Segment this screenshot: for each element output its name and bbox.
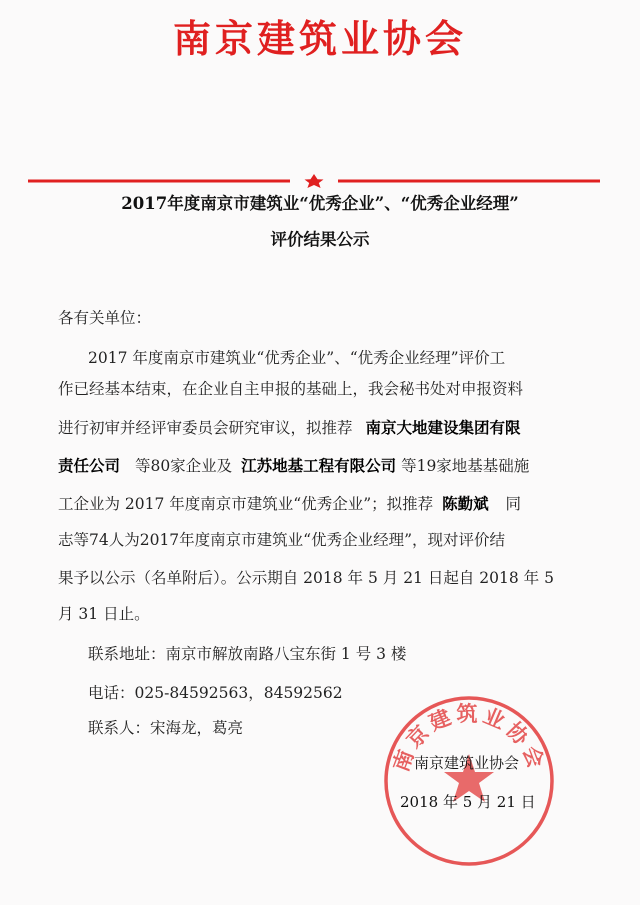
body-line-4-post: 等19家地基基础施 — [401, 457, 530, 475]
recommended-manager: 陈勤斌 — [442, 494, 489, 513]
letterhead-divider — [28, 174, 600, 188]
contact-phone: 电话：025-84592563，84592562 — [88, 684, 343, 702]
contact-address: 联系地址：南京市解放南路八宝东街 1 号 3 楼 — [88, 645, 407, 663]
salutation: 各有关单位： — [58, 309, 152, 327]
star-icon — [305, 174, 324, 188]
body-line-4-mid: 等80家企业及 — [134, 457, 233, 475]
official-seal — [380, 692, 558, 870]
seal-arc-text: 南京建筑业协会 — [388, 701, 550, 775]
recommended-foundation-company: 江苏地基工程有限公司 — [241, 456, 397, 475]
body-line-7: 果予以公示（名单附后）。公示期自 2018 年 5 月 21 日起自 2018 年 5 — [58, 569, 554, 587]
recommended-company: 南京大地建设集团有限 — [365, 418, 521, 437]
contact-persons: 联系人：宋海龙，葛亮 — [88, 719, 244, 737]
body-line-3 — [58, 416, 520, 438]
signature-date: 2018 年 5 月 21 日 — [400, 793, 536, 811]
body-line-5 — [58, 492, 521, 514]
letterhead-org-name: 南京建筑业协会 — [172, 17, 467, 61]
notice-title-line2: 评价结果公示 — [270, 230, 370, 249]
body-line-2 — [58, 377, 582, 399]
body-line-5-post: 同 — [505, 495, 522, 513]
notice-title-line1: 2017年度南京市建筑业“优秀企业”、“优秀企业经理” — [121, 194, 519, 213]
signature-org: 南京建筑业协会 — [414, 754, 520, 772]
body-line-4 — [58, 454, 529, 476]
body-line-6: 志等74人为2017年度南京市建筑业“优秀企业经理”，现对评价结 — [58, 531, 506, 549]
body-line-2-text: 作已经基本结束，在企业自主申报的基础上，我会秘书处对申报资料 — [58, 380, 524, 398]
recommended-company-cont: 责任公司 — [58, 456, 121, 475]
body-line-5-text: 工企业为 2017 年度南京市建筑业“优秀企业”；拟推荐 — [58, 495, 434, 513]
body-line-8: 月 31 日止。 — [58, 605, 150, 623]
body-line-3-text: 进行初审并经评审委员会研究审议，拟推荐 — [58, 419, 353, 437]
body-line-1: 2017 年度南京市建筑业“优秀企业”、“优秀企业经理”评价工 — [88, 349, 506, 367]
